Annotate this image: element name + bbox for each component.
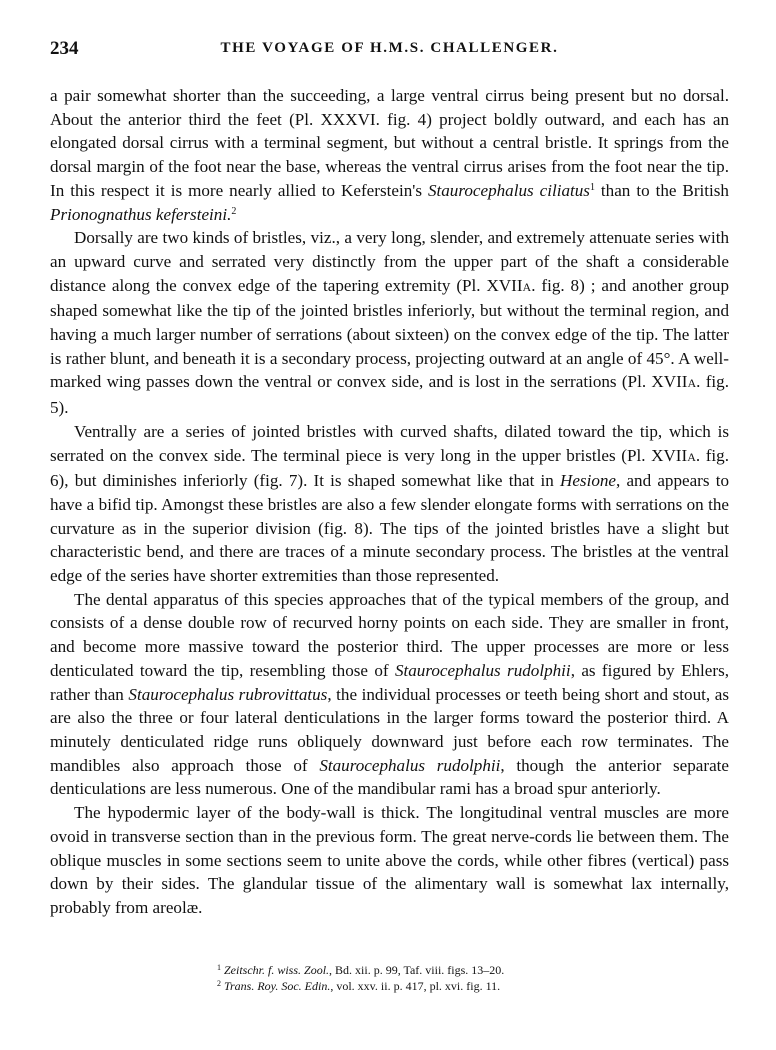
paragraph-1: a pair somewhat shorter than the succeeding, a large ventral cirrus being present but no dorsal. About the anterior third the feet (Pl. XXXVI. fig. 4) project boldly outward, and each has an elongated dorsal cirrus with a terminal segment, but without a central bristle. It springs from the dorsal margin of the foot near the base, whereas the ventral cirrus arises from the foot near the tip. In this respect it is more nearly allied to Keferstein's Staurocephalus ciliatus$^1$ than to the British Prionognathus kefersteini.$^2$ xyxy=(50,86,729,224)
paragraph-5: The hypodermic layer of the body-wall is thick. The longitudinal ventral muscles are more ovoid in transverse section than in the previous form. The great nerve-cords lie between them. The oblique muscles in some sections seem to unite above the cords, while other fibres (vertical) pass down by their sides. The glandular tissue of the alimentary wall is somewhat lax internally, probably from areolæ. xyxy=(50,803,729,917)
journal-title: Trans. Roy. Soc. Edin. xyxy=(224,979,331,993)
species-name: Staurocephalus rudolphii xyxy=(319,755,501,775)
species-name: Staurocephalus ciliatus xyxy=(427,180,590,200)
genus-name: Hesione xyxy=(559,471,616,491)
species-name: Staurocephalus rudolphii xyxy=(394,660,571,680)
plate-suffix: A xyxy=(687,376,697,391)
journal-title: Zeitschr. f. wiss. Zool. xyxy=(224,963,330,977)
body-text xyxy=(50,84,729,920)
page-number: 234 xyxy=(50,38,79,59)
page-header xyxy=(50,38,729,62)
species-name: Prionognathus kefersteini. xyxy=(50,204,232,224)
paragraph-4: The dental apparatus of this species approaches that of the typical members of the group, and consists of a dense double row of recurved horny points on each side. They are smaller in front, and become more massive toward the posterior third. The upper processes are more or less denticulated toward the tip, resembling those of Staurocephalus rudolphii, as figured by Ehlers, rather than Staurocephalus rubrovittatus, the individual processes or teeth being short and stout, as are also the three or four lateral denticulations in the larger forms toward the posterior third. A minutely denticulated ridge runs obliquely downward just before each row terminates. The mandibles also approach those of Staurocephalus rudolphii, though the anterior separate denticulations are less numerous. One of the mandibular rami has a broad spur anteriorly. xyxy=(50,589,730,799)
species-name: Staurocephalus rubrovittatus xyxy=(128,684,328,704)
footnote-1: $^1$ Zeitschr. f. wiss. Zool., Bd. xii. p. 99, Taf. viii. figs. 13–20. xyxy=(217,963,505,977)
paragraph-2: Dorsally are two kinds of bristles, viz., a very long, slender, and extremely attenuate series with an upward curve and serrated very distinctly from the upper part of the shaft a considerable distance along the convex edge of the tapering extremity (Pl. XVIIA. fig. 8) ; and another group shaped somewhat like the tip of the jointed bristles inferiorly, but without the terminal region, and having a much larger number of serrations (about sixteen) on the convex edge of the tip. The latter is rather blunt, and beneath it is a secondary process, projecting outward at an angle of 45°. A well-marked wing passes down the ventral or convex side, and is lost in the serrations (Pl. XVIIA. fig. 5). xyxy=(50,228,730,418)
paragraph-3: Ventrally are a series of jointed bristles with curved shafts, dilated toward the tip, which is serrated on the convex side. The terminal piece is very long in the upper bristles (Pl. XVIIA. fig. 6), but diminishes inferiorly (fig. 7). It is shaped somewhat like that in Hesione, and appears to have a bifid tip. Amongst these bristles are also a few slender elongate forms with serrations on the curvature as in the superior division (fig. 8). The tips of the jointed bristles have a slight but characteristic bend, and there are traces of a minute secondary process. The bristles at the ventral edge of the series have shorter extremities than those represented. xyxy=(50,421,730,586)
plate-suffix: A xyxy=(522,279,532,294)
footnote-2: $^2$ Trans. Roy. Soc. Edin., vol. xxv. ii. p. 417, pl. xvi. fig. 11. xyxy=(217,979,501,993)
footnote-marker: 1 xyxy=(589,181,595,193)
running-title: THE VOYAGE OF H.M.S. CHALLENGER. xyxy=(220,40,559,56)
plate-suffix: A xyxy=(687,449,696,464)
footnote-marker: 2 xyxy=(231,205,237,217)
footnotes xyxy=(0,962,776,994)
